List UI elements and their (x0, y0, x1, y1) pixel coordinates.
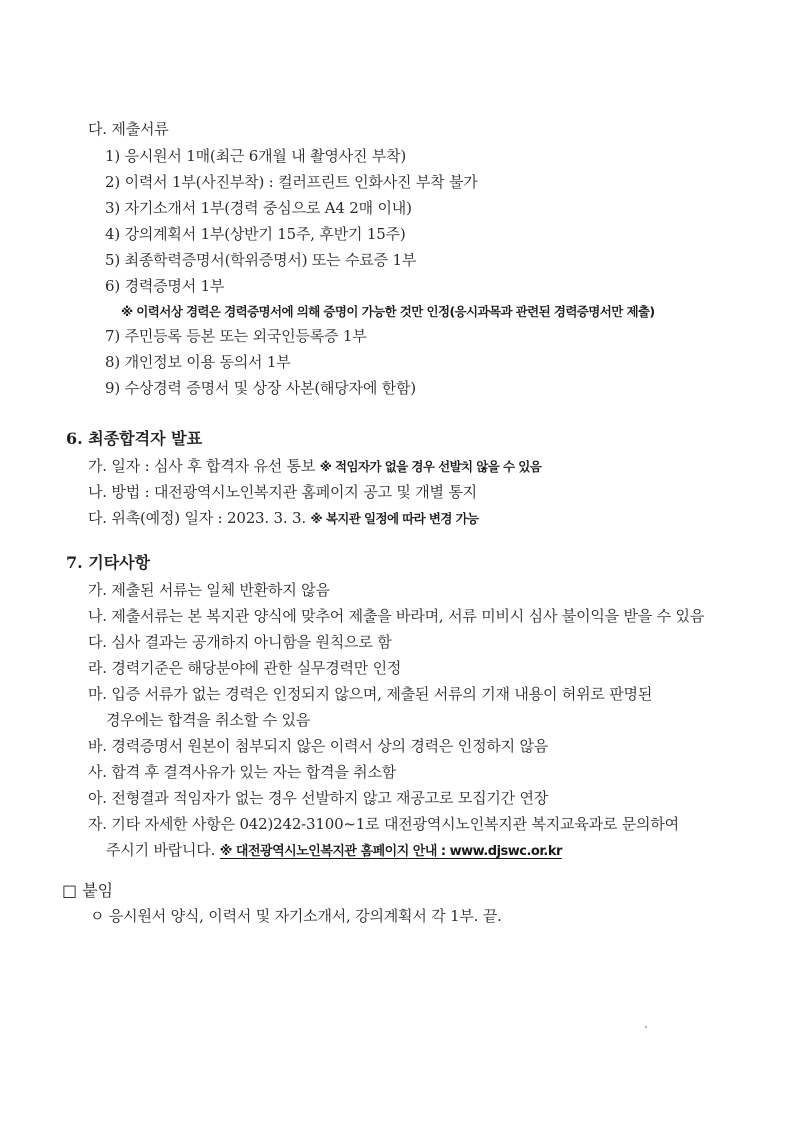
other-item-4: 라. 경력기준은 해당분야에 관한 실무경력만 인정 (88, 659, 402, 677)
final-pass-appoint-note: ※ 복지관 일정에 따라 변경 가능 (310, 511, 479, 526)
other-last-line-text: 주시기 바랍니다. (106, 841, 216, 859)
website-link[interactable]: ※ 대전광역시노인복지관 홈페이지 안내 : www.djswc.or.kr (219, 844, 562, 859)
document-item-6: 6) 경력증명서 1부 (105, 277, 225, 295)
document-item-5: 5) 최종학력증명서(학위증명서) 또는 수료증 1부 (105, 251, 417, 269)
document-item-9: 9) 수상경력 증명서 및 상장 사본(해당자에 한함) (105, 379, 416, 397)
final-pass-date-note: ※ 적임자가 없을 경우 선발치 않을 수 있음 (319, 459, 542, 474)
other-item-6: 바. 경력증명서 원본이 첨부되지 않은 이력서 상의 경력은 인정하지 않음 (88, 737, 549, 755)
other-item-9-cont (106, 840, 562, 862)
other-item-5: 마. 입증 서류가 없는 경력은 인정되지 않으며, 제출된 서류의 기재 내용이 허위로 판명된 (88, 685, 653, 703)
final-pass-appoint (88, 508, 479, 529)
other-item-7: 사. 합격 후 결격사유가 있는 자는 합격을 취소함 (88, 763, 397, 781)
final-pass-date-text: 가. 일자 : 심사 후 합격자 유선 통보 (88, 457, 316, 475)
other-item-2: 나. 제출서류는 본 복지관 양식에 맞추어 제출을 바라며, 서류 미비시 심사 불이익을 받을 수 있음 (88, 607, 705, 625)
document-item-3: 3) 자기소개서 1부(경력 중심으로 A4 2매 이내) (105, 199, 412, 217)
other-heading: 7. 기타사항 (66, 553, 151, 572)
scan-speck (645, 1026, 647, 1028)
other-item-1: 가. 제출된 서류는 일체 반환하지 않음 (88, 581, 330, 599)
document-item-2: 2) 이력서 1부(사진부착) : 컬러프린트 인화사진 부착 불가 (105, 173, 478, 191)
document-item-1: 1) 응시원서 1매(최근 6개월 내 촬영사진 부착) (105, 147, 407, 165)
documents-heading: 다. 제출서류 (88, 120, 169, 138)
other-item-9: 자. 기타 자세한 사항은 042)242-3100~1로 대전광역시노인복지관 복지교육과로 문의하여 (88, 815, 679, 833)
attachment-item: ㅇ 응시원서 양식, 이력서 및 자기소개서, 강의계획서 각 1부. 끝. (90, 907, 502, 925)
final-pass-method: 나. 방법 : 대전광역시노인복지관 홈페이지 공고 및 개별 통지 (88, 483, 477, 501)
document-item-7: 7) 주민등록 등본 또는 외국인등록증 1부 (105, 327, 367, 345)
final-pass-appoint-text: 다. 위촉(예정) 일자 : 2023. 3. 3. (88, 509, 306, 527)
other-item-8: 아. 전형결과 적임자가 없는 경우 선발하지 않고 재공고로 모집기간 연장 (88, 789, 549, 807)
final-pass-heading: 6. 최종합격자 발표 (66, 429, 203, 448)
other-item-3: 다. 심사 결과는 공개하지 아니함을 원칙으로 함 (88, 633, 392, 651)
attachment-heading: □ 붙임 (62, 881, 114, 900)
document-item-4: 4) 강의계획서 1부(상반기 15주, 후반기 15주) (105, 225, 406, 243)
other-item-5-cont: 경우에는 합격을 취소할 수 있음 (106, 711, 311, 729)
career-note: ※ 이력서상 경력은 경력증명서에 의해 증명이 가능한 것만 인정(응시과목과 관련된 경력증명서만 제출) (121, 304, 655, 319)
document-item-8: 8) 개인정보 이용 동의서 1부 (105, 353, 291, 371)
final-pass-date (88, 456, 541, 477)
